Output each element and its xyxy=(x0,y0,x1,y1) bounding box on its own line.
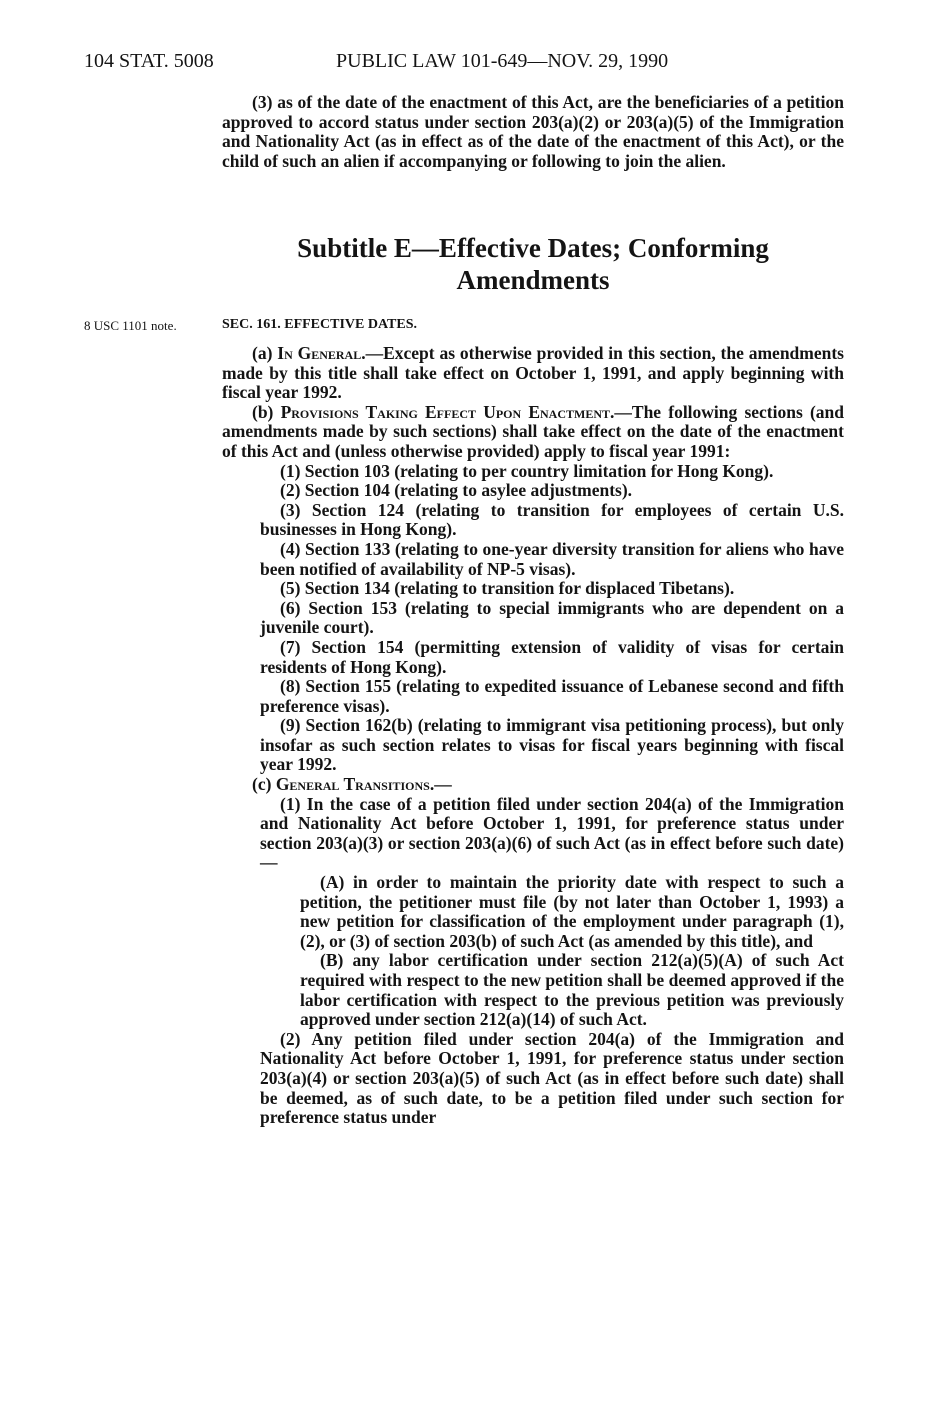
intro-paragraph: (3) as of the date of the enactment of this Act, are the beneficiaries of a petition approved to accord status under section 203(a)(2) or 203(a)(5) of the Immigration and Nationality Act (as in effect as of the date of the enactment of this Act), or the child of such an alien if accompanying or following to join the alien. xyxy=(222,92,844,171)
stat-page-number: 104 STAT. 5008 xyxy=(84,50,214,72)
intro-block xyxy=(222,93,844,171)
subsection-a xyxy=(222,344,844,403)
list-item: (3) Section 124 (relating to transition for employees of certain U.S. businesses in Hong Kong). xyxy=(260,499,844,540)
list-item: (6) Section 153 (relating to special immigrants who are dependent on a juvenile court). xyxy=(260,597,844,638)
subtitle-line-1: Subtitle E—Effective Dates; Conforming xyxy=(297,233,769,263)
list-item: (9) Section 162(b) (relating to immigrant visa petitioning process), but only insofar as such section relates to visas for fiscal years beginning with fiscal year 1992. xyxy=(260,715,844,775)
section-heading: SEC. 161. EFFECTIVE DATES. xyxy=(222,317,418,332)
list-item: (2) Section 104 (relating to asylee adjustments). xyxy=(280,480,633,501)
list-item: (8) Section 155 (relating to expedited issuance of Lebanese second and fifth preference visas). xyxy=(260,676,844,716)
subtitle-heading xyxy=(222,232,844,296)
subparagraph-c-1-a: (A) in order to maintain the priority date with respect to such a petition, the petitioner must file (by not later than October 1, 1993) a new petition for classification of the employment under paragraph (1), (2), or (3) of section 203(b) of such Act (as amended by this title), and xyxy=(300,872,844,951)
subsection-b xyxy=(222,403,844,462)
subsection-c-text: .— xyxy=(429,774,452,795)
subsection-c xyxy=(222,775,844,795)
list-item: (7) Section 154 (permitting extension of validity of visas for certain residents of Hong Kong). xyxy=(260,636,844,677)
subsection-a-lead: (a) xyxy=(252,343,278,363)
law-citation: PUBLIC LAW 101-649—NOV. 29, 1990 xyxy=(336,50,669,72)
section-body xyxy=(222,344,844,1128)
list-item: (4) Section 133 (relating to one-year diversity transition for aliens who have been notified of availability of NP-5 visas). xyxy=(260,538,844,579)
subsection-b-text: .—The following sections (and amendments made by such sections) shall take effect on the date of the enactment of this Act and (unless otherwise provided) apply to fiscal year 1991: xyxy=(222,401,845,461)
subsection-b-lead: (b) xyxy=(252,401,281,422)
subsection-a-text: .—Except as otherwise provided in this section, the amendments made by this title shall take effect on October 1, 1991, and apply beginning with fiscal year 1992. xyxy=(222,343,844,403)
list-item: (1) Section 103 (relating to per country limitation for Hong Kong). xyxy=(280,460,774,481)
list-item: (5) Section 134 (relating to transition for displaced Tibetans). xyxy=(280,578,735,599)
subsection-c-lead: (c) xyxy=(252,774,276,795)
subtitle-line-2: Amendments xyxy=(456,265,610,295)
subparagraph-c-1-b: (B) any labor certification under section 212(a)(5)(A) of such Act required with respect to the new petition shall be deemed approved if the labor certification with respect to the previous petition was previously approved under section 212(a)(14) of such Act. xyxy=(300,950,844,1030)
margin-note: 8 USC 1101 note. xyxy=(84,318,177,333)
paragraph-c-2: (2) Any petition filed under section 204(a) of the Immigration and Nationality Act before October 1, 1991, for preference status under section 203(a)(4) or section 203(a)(5) of such Act (as in effect before such date) shall be deemed, as of such date, to be a petition filed under such section for preference status under xyxy=(260,1028,844,1128)
subsection-b-title: Provisions Taking Effect Upon Enactment xyxy=(280,401,611,422)
paragraph-c-1: (1) In the case of a petition filed under section 204(a) of the Immigration and Nationality Act before October 1, 1991, for preference status under section 203(a)(3) or section 203(a)(6) of such Act (as in effect before such date)— xyxy=(260,793,844,873)
subsection-a-title: In General xyxy=(277,343,362,363)
subsection-c-title: General Transitions xyxy=(275,774,430,795)
